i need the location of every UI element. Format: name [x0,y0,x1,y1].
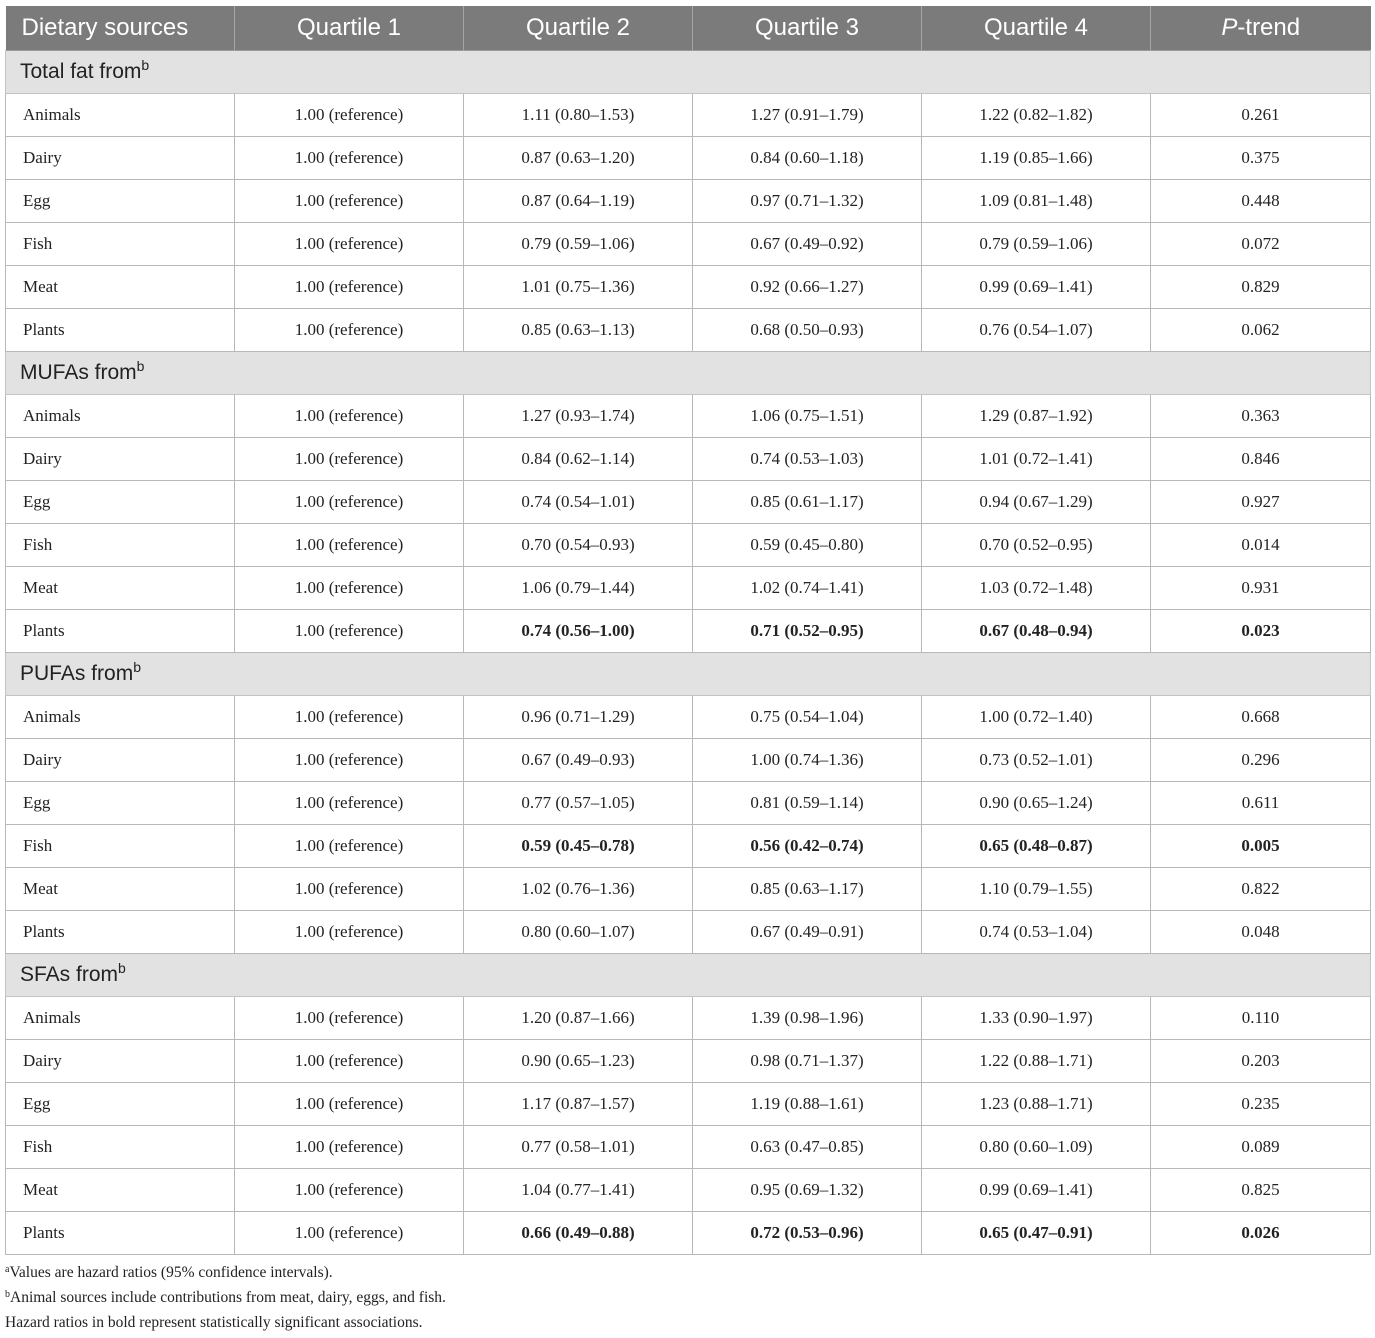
section-footnote-mark: b [118,960,126,976]
header-p-trend-rest: -trend [1237,14,1301,41]
quartile-4-cell: 0.70 (0.52–0.95) [922,524,1151,567]
quartile-1-cell: 1.00 (reference) [235,1126,464,1169]
table-row [6,610,1371,653]
quartile-1-cell: 1.00 (reference) [235,868,464,911]
section-label: Total fat from [20,60,142,83]
quartile-1-cell: 1.00 (reference) [235,223,464,266]
source-cell: Egg [6,1083,235,1126]
quartile-3-cell: 0.68 (0.50–0.93) [693,309,922,352]
quartile-1-cell: 1.00 (reference) [235,567,464,610]
quartile-2-cell: 1.02 (0.76–1.36) [464,868,693,911]
table-footnotes [5,1263,446,1338]
quartile-3-cell: 0.71 (0.52–0.95) [693,610,922,653]
quartile-4-cell: 1.00 (0.72–1.40) [922,696,1151,739]
quartile-1-cell: 1.00 (reference) [235,94,464,137]
source-cell: Animals [6,395,235,438]
footnote-a-mark: a [5,1264,10,1275]
table-row [6,1212,1371,1255]
quartile-2-cell: 1.27 (0.93–1.74) [464,395,693,438]
table-row [6,524,1371,567]
section-title [6,954,1371,997]
quartile-1-cell: 1.00 (reference) [235,825,464,868]
quartile-2-cell: 1.11 (0.80–1.53) [464,94,693,137]
quartile-1-cell: 1.00 (reference) [235,739,464,782]
table-row [6,94,1371,137]
quartile-3-cell: 0.85 (0.61–1.17) [693,481,922,524]
footnote-b [5,1288,446,1313]
p-trend-cell: 0.822 [1151,868,1371,911]
header-p-trend-italic: P [1221,14,1238,41]
p-trend-cell: 0.026 [1151,1212,1371,1255]
quartile-3-cell: 0.98 (0.71–1.37) [693,1040,922,1083]
header-p-trend [1151,6,1371,51]
quartile-3-cell: 0.97 (0.71–1.32) [693,180,922,223]
quartile-3-cell: 1.19 (0.88–1.61) [693,1083,922,1126]
source-cell: Meat [6,1169,235,1212]
quartile-3-cell: 1.06 (0.75–1.51) [693,395,922,438]
quartile-3-cell: 0.59 (0.45–0.80) [693,524,922,567]
quartile-3-cell: 1.27 (0.91–1.79) [693,94,922,137]
table-row [6,395,1371,438]
quartile-2-cell: 1.01 (0.75–1.36) [464,266,693,309]
source-cell: Plants [6,911,235,954]
quartile-1-cell: 1.00 (reference) [235,911,464,954]
quartile-4-cell: 0.94 (0.67–1.29) [922,481,1151,524]
table-row [6,180,1371,223]
quartile-3-cell: 0.74 (0.53–1.03) [693,438,922,481]
source-cell: Fish [6,223,235,266]
source-cell: Animals [6,696,235,739]
quartile-3-cell: 0.67 (0.49–0.91) [693,911,922,954]
quartile-1-cell: 1.00 (reference) [235,1212,464,1255]
p-trend-cell: 0.261 [1151,94,1371,137]
table-row [6,868,1371,911]
header-quartile-2: Quartile 2 [464,6,693,51]
quartile-2-cell: 0.85 (0.63–1.13) [464,309,693,352]
quartile-2-cell: 0.87 (0.63–1.20) [464,137,693,180]
source-cell: Plants [6,1212,235,1255]
quartile-2-cell: 0.74 (0.56–1.00) [464,610,693,653]
quartile-3-cell: 0.67 (0.49–0.92) [693,223,922,266]
table-row [6,137,1371,180]
quartile-4-cell: 0.80 (0.60–1.09) [922,1126,1151,1169]
quartile-1-cell: 1.00 (reference) [235,524,464,567]
section-label: SFAs from [20,963,119,986]
quartile-4-cell: 0.99 (0.69–1.41) [922,1169,1151,1212]
quartile-2-cell: 0.90 (0.65–1.23) [464,1040,693,1083]
quartile-4-cell: 0.65 (0.48–0.87) [922,825,1151,868]
table-row [6,481,1371,524]
quartile-1-cell: 1.00 (reference) [235,137,464,180]
p-trend-cell: 0.023 [1151,610,1371,653]
source-cell: Plants [6,309,235,352]
hazard-ratio-table [5,6,1371,1255]
quartile-4-cell: 0.74 (0.53–1.04) [922,911,1151,954]
table-row [6,1083,1371,1126]
quartile-3-cell: 1.00 (0.74–1.36) [693,739,922,782]
table-row [6,997,1371,1040]
p-trend-cell: 0.005 [1151,825,1371,868]
quartile-1-cell: 1.00 (reference) [235,395,464,438]
table-row [6,911,1371,954]
p-trend-cell: 0.203 [1151,1040,1371,1083]
quartile-4-cell: 1.22 (0.88–1.71) [922,1040,1151,1083]
p-trend-cell: 0.110 [1151,997,1371,1040]
quartile-3-cell: 0.75 (0.54–1.04) [693,696,922,739]
quartile-4-cell: 1.03 (0.72–1.48) [922,567,1151,610]
p-trend-cell: 0.825 [1151,1169,1371,1212]
quartile-4-cell: 0.79 (0.59–1.06) [922,223,1151,266]
p-trend-cell: 0.089 [1151,1126,1371,1169]
p-trend-cell: 0.829 [1151,266,1371,309]
table-row [6,309,1371,352]
table-row [6,1169,1371,1212]
quartile-4-cell: 0.67 (0.48–0.94) [922,610,1151,653]
header-quartile-1: Quartile 1 [235,6,464,51]
quartile-2-cell: 0.66 (0.49–0.88) [464,1212,693,1255]
quartile-3-cell: 0.92 (0.66–1.27) [693,266,922,309]
quartile-1-cell: 1.00 (reference) [235,438,464,481]
quartile-2-cell: 0.70 (0.54–0.93) [464,524,693,567]
section-header-row [6,954,1371,997]
p-trend-cell: 0.062 [1151,309,1371,352]
source-cell: Fish [6,825,235,868]
quartile-3-cell: 0.85 (0.63–1.17) [693,868,922,911]
quartile-2-cell: 0.96 (0.71–1.29) [464,696,693,739]
quartile-2-cell: 1.17 (0.87–1.57) [464,1083,693,1126]
quartile-4-cell: 0.99 (0.69–1.41) [922,266,1151,309]
quartile-2-cell: 1.04 (0.77–1.41) [464,1169,693,1212]
section-title [6,352,1371,395]
table-row [6,438,1371,481]
section-label: MUFAs from [20,361,137,384]
source-cell: Egg [6,481,235,524]
p-trend-cell: 0.363 [1151,395,1371,438]
source-cell: Egg [6,180,235,223]
quartile-3-cell: 0.84 (0.60–1.18) [693,137,922,180]
quartile-3-cell: 1.39 (0.98–1.96) [693,997,922,1040]
p-trend-cell: 0.048 [1151,911,1371,954]
quartile-3-cell: 0.95 (0.69–1.32) [693,1169,922,1212]
table-row [6,266,1371,309]
p-trend-cell: 0.611 [1151,782,1371,825]
quartile-4-cell: 1.09 (0.81–1.48) [922,180,1151,223]
header-quartile-4: Quartile 4 [922,6,1151,51]
quartile-2-cell: 0.67 (0.49–0.93) [464,739,693,782]
source-cell: Meat [6,868,235,911]
quartile-1-cell: 1.00 (reference) [235,610,464,653]
p-trend-cell: 0.931 [1151,567,1371,610]
footnote-b-mark: b [5,1289,10,1300]
quartile-2-cell: 0.77 (0.58–1.01) [464,1126,693,1169]
p-trend-cell: 0.448 [1151,180,1371,223]
quartile-1-cell: 1.00 (reference) [235,997,464,1040]
quartile-1-cell: 1.00 (reference) [235,309,464,352]
quartile-2-cell: 0.80 (0.60–1.07) [464,911,693,954]
section-title [6,51,1371,94]
footnote-bold-text: Hazard ratios in bold represent statistically significant associations. [5,1314,423,1331]
quartile-2-cell: 1.06 (0.79–1.44) [464,567,693,610]
table-row [6,223,1371,266]
quartile-1-cell: 1.00 (reference) [235,180,464,223]
quartile-4-cell: 1.23 (0.88–1.71) [922,1083,1151,1126]
table-row [6,567,1371,610]
quartile-4-cell: 0.90 (0.65–1.24) [922,782,1151,825]
section-header-row [6,653,1371,696]
p-trend-cell: 0.014 [1151,524,1371,567]
source-cell: Meat [6,266,235,309]
quartile-1-cell: 1.00 (reference) [235,696,464,739]
quartile-4-cell: 0.73 (0.52–1.01) [922,739,1151,782]
quartile-3-cell: 0.63 (0.47–0.85) [693,1126,922,1169]
quartile-2-cell: 0.79 (0.59–1.06) [464,223,693,266]
quartile-2-cell: 1.20 (0.87–1.66) [464,997,693,1040]
results-table-container [5,6,1370,1255]
quartile-2-cell: 0.74 (0.54–1.01) [464,481,693,524]
section-footnote-mark: b [133,659,141,675]
quartile-1-cell: 1.00 (reference) [235,1169,464,1212]
p-trend-cell: 0.927 [1151,481,1371,524]
source-cell: Dairy [6,739,235,782]
table-row [6,739,1371,782]
table-row [6,825,1371,868]
source-cell: Meat [6,567,235,610]
p-trend-cell: 0.072 [1151,223,1371,266]
p-trend-cell: 0.235 [1151,1083,1371,1126]
section-label: PUFAs from [20,662,134,685]
quartile-3-cell: 0.81 (0.59–1.14) [693,782,922,825]
section-footnote-mark: b [136,358,145,374]
section-header-row [6,352,1371,395]
table-body [6,51,1371,1255]
quartile-1-cell: 1.00 (reference) [235,1040,464,1083]
source-cell: Plants [6,610,235,653]
table-row [6,782,1371,825]
footnote-a [5,1263,446,1288]
source-cell: Fish [6,1126,235,1169]
footnote-b-text: Animal sources include contributions from meat, dairy, eggs, and fish. [10,1289,446,1306]
p-trend-cell: 0.846 [1151,438,1371,481]
quartile-2-cell: 0.59 (0.45–0.78) [464,825,693,868]
p-trend-cell: 0.668 [1151,696,1371,739]
source-cell: Dairy [6,438,235,481]
quartile-1-cell: 1.00 (reference) [235,782,464,825]
header-dietary-sources: Dietary sources [6,6,235,51]
source-cell: Animals [6,997,235,1040]
quartile-4-cell: 1.29 (0.87–1.92) [922,395,1151,438]
section-footnote-mark: b [141,57,150,73]
quartile-2-cell: 0.84 (0.62–1.14) [464,438,693,481]
quartile-3-cell: 0.72 (0.53–0.96) [693,1212,922,1255]
quartile-4-cell: 1.10 (0.79–1.55) [922,868,1151,911]
quartile-4-cell: 1.19 (0.85–1.66) [922,137,1151,180]
source-cell: Animals [6,94,235,137]
source-cell: Egg [6,782,235,825]
quartile-4-cell: 1.33 (0.90–1.97) [922,997,1151,1040]
quartile-2-cell: 0.87 (0.64–1.19) [464,180,693,223]
quartile-4-cell: 1.01 (0.72–1.41) [922,438,1151,481]
source-cell: Dairy [6,137,235,180]
quartile-3-cell: 1.02 (0.74–1.41) [693,567,922,610]
quartile-3-cell: 0.56 (0.42–0.74) [693,825,922,868]
source-cell: Fish [6,524,235,567]
quartile-1-cell: 1.00 (reference) [235,481,464,524]
quartile-2-cell: 0.77 (0.57–1.05) [464,782,693,825]
quartile-1-cell: 1.00 (reference) [235,1083,464,1126]
p-trend-cell: 0.296 [1151,739,1371,782]
section-title [6,653,1371,696]
quartile-4-cell: 1.22 (0.82–1.82) [922,94,1151,137]
p-trend-cell: 0.375 [1151,137,1371,180]
table-row [6,1126,1371,1169]
table-header-row [6,6,1371,51]
quartile-1-cell: 1.00 (reference) [235,266,464,309]
table-row [6,1040,1371,1083]
footnote-a-text: Values are hazard ratios (95% confidence intervals). [9,1264,333,1281]
footnote-bold-note [5,1313,446,1338]
quartile-4-cell: 0.65 (0.47–0.91) [922,1212,1151,1255]
section-header-row [6,51,1371,94]
table-row [6,696,1371,739]
quartile-4-cell: 0.76 (0.54–1.07) [922,309,1151,352]
source-cell: Dairy [6,1040,235,1083]
header-quartile-3: Quartile 3 [693,6,922,51]
